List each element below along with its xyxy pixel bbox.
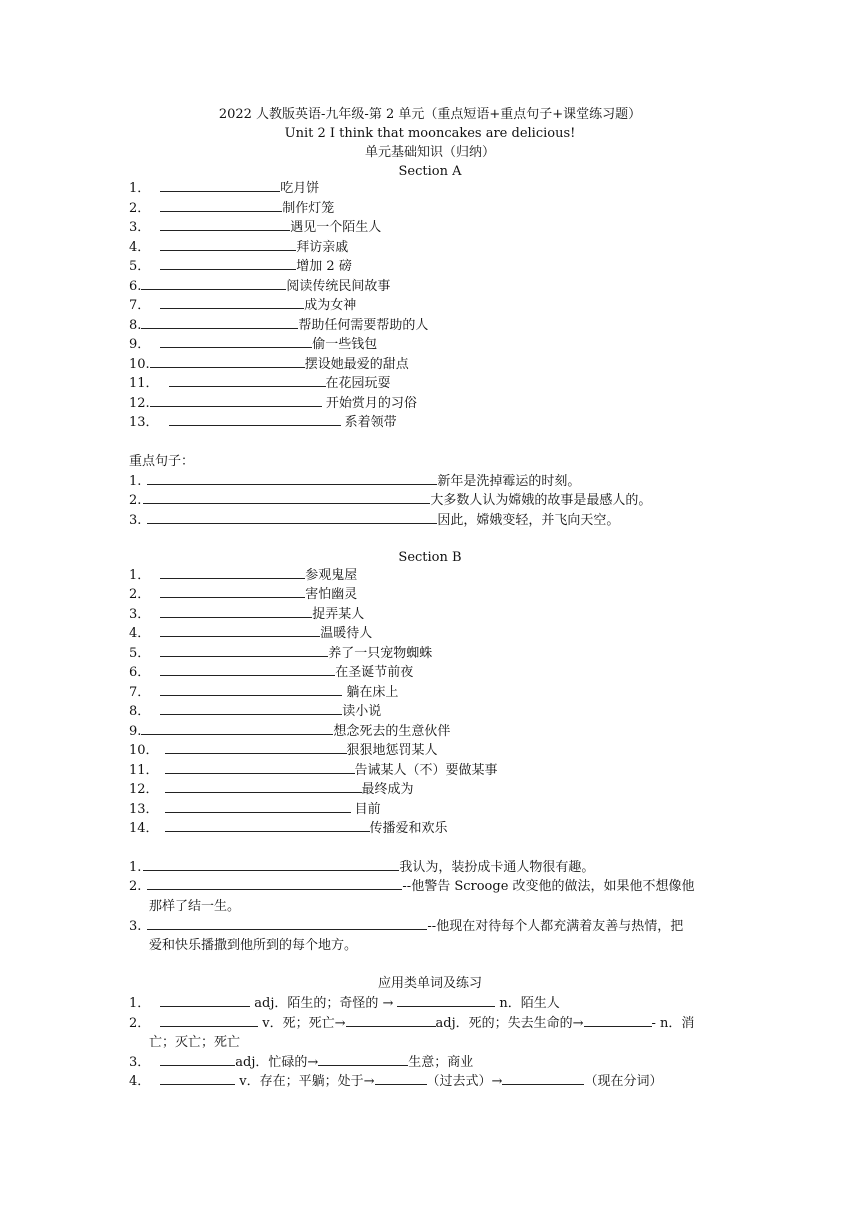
list-item (129, 663, 413, 683)
item-text: n．陌生人 (499, 996, 560, 1011)
answer-blank[interactable] (160, 663, 335, 676)
list-item (129, 335, 377, 355)
answer-blank[interactable] (346, 1014, 436, 1027)
practice-item (129, 1014, 694, 1034)
list-item (129, 683, 398, 703)
list-item (129, 722, 450, 742)
unit-subtitle: Unit 2 I think that mooncakes are delicious! (284, 126, 576, 141)
answer-blank[interactable] (141, 316, 298, 329)
item-number: 6. (129, 279, 142, 294)
item-text: 帮助任何需要帮助的人 (298, 318, 429, 333)
answer-blank[interactable] (147, 472, 437, 485)
item-text: 读小说 (342, 704, 382, 719)
item-text: （现在分词） (584, 1074, 663, 1089)
list-item (129, 413, 397, 433)
item-text: 在花园玩耍 (325, 376, 391, 391)
answer-blank[interactable] (150, 394, 322, 407)
answer-blank[interactable] (160, 296, 304, 309)
item-text: 传播爱和欢乐 (369, 821, 448, 836)
answer-blank[interactable] (160, 335, 312, 348)
item-text: 开始赏月的习俗 (321, 396, 417, 411)
key-sentences-heading: 重点句子： (129, 454, 195, 469)
answer-blank[interactable] (141, 277, 286, 290)
answer-blank[interactable] (502, 1072, 584, 1085)
item-text: 阅读传统民间故事 (286, 279, 391, 294)
answer-blank[interactable] (160, 994, 250, 1007)
answer-blank[interactable] (160, 566, 305, 579)
item-number: 10. (129, 357, 150, 372)
item-text: 系着领带 (340, 415, 397, 430)
list-item (129, 819, 448, 839)
answer-blank[interactable] (160, 199, 282, 212)
item-text: 告诫某人（不）要做某事 (354, 763, 498, 778)
item-text: 大多数人认为嫦娥的故事是最感人的。 (430, 493, 652, 508)
item-number: 4． (129, 1074, 151, 1089)
item-number: 3． (129, 607, 151, 622)
answer-blank[interactable] (165, 800, 351, 813)
item-number: 1． (129, 996, 151, 1011)
practice-continuation: 亡；灭亡；死亡 (149, 1035, 241, 1050)
answer-blank[interactable] (165, 819, 370, 832)
answer-blank[interactable] (165, 780, 362, 793)
item-text: 制作灯笼 (282, 201, 335, 216)
list-item (129, 741, 438, 761)
sentence-item (129, 472, 580, 492)
item-text: 捉弄某人 (312, 607, 365, 622)
item-text: 狠狠地惩罚某人 (346, 743, 438, 758)
answer-blank[interactable] (160, 683, 342, 696)
item-text: 新年是洗掉霉运的时刻。 (437, 474, 581, 489)
item-text: - n．消 (651, 1016, 695, 1031)
item-text: 摆设她最爱的甜点 (304, 357, 409, 372)
sentence-continuation: 爱和快乐播撒到他所到的每个地方。 (149, 938, 358, 953)
practice-item (129, 1053, 473, 1073)
item-number: 3． (129, 220, 151, 235)
list-item (129, 316, 428, 336)
item-number: 1． (129, 181, 151, 196)
answer-blank[interactable] (160, 1053, 235, 1066)
item-number: 7． (129, 298, 151, 313)
answer-blank[interactable] (143, 491, 430, 504)
item-number: 5． (129, 646, 151, 661)
answer-blank[interactable] (160, 257, 296, 270)
practice-heading: 应用类单词及练习 (377, 976, 482, 991)
answer-blank[interactable] (160, 1014, 258, 1027)
item-number: 3. (129, 513, 142, 528)
list-item (129, 179, 319, 199)
item-text: 增加 2 磅 (296, 259, 352, 274)
item-number: 3． (129, 1055, 151, 1070)
answer-blank[interactable] (160, 585, 305, 598)
item-text: 目前 (350, 802, 381, 817)
list-item (129, 394, 417, 414)
answer-blank[interactable] (375, 1072, 427, 1085)
list-item (129, 624, 372, 644)
list-item (129, 780, 414, 800)
item-number: 12. (129, 396, 150, 411)
answer-blank[interactable] (165, 741, 347, 754)
item-text: --他现在对待每个人都充满着友善与热情，把 (427, 919, 684, 934)
answer-blank[interactable] (169, 374, 326, 387)
answer-blank[interactable] (169, 413, 341, 426)
practice-item (129, 1072, 662, 1092)
answer-blank[interactable] (143, 858, 399, 871)
item-number: 2． (129, 201, 151, 216)
sentence-item (129, 877, 695, 897)
list-item (129, 800, 381, 820)
answer-blank[interactable] (397, 994, 495, 1007)
answer-blank[interactable] (318, 1053, 408, 1066)
item-text: adj．陌生的；奇怪的 → (254, 996, 394, 1011)
sentence-item (129, 917, 683, 937)
page-title: 2022 人教版英语-九年级-第 2 单元（重点短语+重点句子+课堂练习题） (218, 107, 642, 122)
list-item (129, 199, 334, 219)
answer-blank[interactable] (584, 1014, 652, 1027)
answer-blank[interactable] (160, 1072, 235, 1085)
list-item (129, 644, 432, 664)
list-item (129, 566, 357, 586)
item-text: adj．死的；失去生命的→ (435, 1016, 584, 1031)
sentence-item (129, 511, 619, 531)
answer-blank[interactable] (141, 722, 333, 735)
item-number: 8. (129, 318, 142, 333)
summary-heading: 单元基础知识（归纳） (364, 145, 495, 160)
list-item (129, 585, 357, 605)
item-number: 3. (129, 919, 142, 934)
item-number: 12． (129, 782, 159, 797)
answer-blank[interactable] (147, 917, 427, 930)
item-number: 2. (129, 879, 142, 894)
list-item (129, 218, 381, 238)
document-header (0, 105, 860, 181)
sentence-item (129, 858, 594, 878)
item-text: v．死；死亡→ (262, 1016, 346, 1031)
item-number: 13． (129, 802, 159, 817)
item-text: 因此，嫦娥变轻，并飞向天空。 (437, 513, 620, 528)
answer-blank[interactable] (160, 238, 296, 251)
list-item (129, 761, 498, 781)
item-text: 在圣诞节前夜 (335, 665, 414, 680)
answer-blank[interactable] (160, 179, 280, 192)
item-text: --他警告 Scrooge 改变他的做法，如果他不想像他 (402, 879, 695, 894)
item-text: 参观鬼屋 (305, 568, 358, 583)
list-item (129, 605, 364, 625)
item-number: 1. (129, 860, 142, 875)
item-number: 6． (129, 665, 151, 680)
section-a-heading: Section A (398, 164, 462, 179)
item-number: 5． (129, 259, 151, 274)
answer-blank[interactable] (160, 218, 290, 231)
item-text: 害怕幽灵 (305, 587, 358, 602)
list-item (129, 257, 352, 277)
item-text: 养了一只宠物蜘蛛 (328, 646, 433, 661)
item-text: 最终成为 (361, 782, 414, 797)
section-b-heading: Section B (398, 550, 462, 565)
item-number: 1. (129, 474, 142, 489)
list-item (129, 296, 356, 316)
item-text: 生意；商业 (408, 1055, 474, 1070)
item-text: 我认为，装扮成卡通人物很有趣。 (399, 860, 595, 875)
answer-blank[interactable] (147, 877, 402, 890)
list-item (129, 702, 381, 722)
practice-item (129, 994, 560, 1014)
item-number: 13． (129, 415, 159, 430)
item-text: 偷一些钱包 (312, 337, 378, 352)
item-number: 2． (129, 587, 151, 602)
item-number: 7． (129, 685, 151, 700)
item-text: 躺在床上 (342, 685, 399, 700)
item-number: 1． (129, 568, 151, 583)
item-number: 14． (129, 821, 159, 836)
item-number: 9. (129, 724, 142, 739)
answer-blank[interactable] (150, 355, 305, 368)
answer-blank[interactable] (160, 624, 320, 637)
answer-blank[interactable] (160, 702, 342, 715)
item-text: 成为女神 (304, 298, 357, 313)
item-text: 想念死去的生意伙伴 (333, 724, 451, 739)
item-number: 11． (129, 376, 159, 391)
answer-blank[interactable] (165, 761, 355, 774)
item-number: 4． (129, 240, 151, 255)
list-item (129, 238, 348, 258)
item-text: v．存在；平躺；处于→ (239, 1074, 375, 1089)
item-text: 遇见一个陌生人 (290, 220, 382, 235)
answer-blank[interactable] (160, 605, 312, 618)
list-item (129, 374, 391, 394)
sentence-continuation: 那样了结一生。 (149, 899, 241, 914)
item-number: 9． (129, 337, 151, 352)
item-number: 2． (129, 1016, 151, 1031)
item-number: 2. (129, 493, 142, 508)
item-number: 4． (129, 626, 151, 641)
sentence-item (129, 491, 651, 511)
answer-blank[interactable] (147, 511, 437, 524)
item-text: （过去式）→ (426, 1074, 503, 1089)
item-number: 10． (129, 743, 159, 758)
item-text: 温暖待人 (320, 626, 373, 641)
item-text: adj．忙碌的→ (235, 1055, 319, 1070)
list-item (129, 355, 409, 375)
item-text: 拜访亲戚 (296, 240, 349, 255)
item-number: 11． (129, 763, 159, 778)
item-text: 吃月饼 (280, 181, 320, 196)
list-item (129, 277, 390, 297)
answer-blank[interactable] (160, 644, 328, 657)
item-number: 8． (129, 704, 151, 719)
